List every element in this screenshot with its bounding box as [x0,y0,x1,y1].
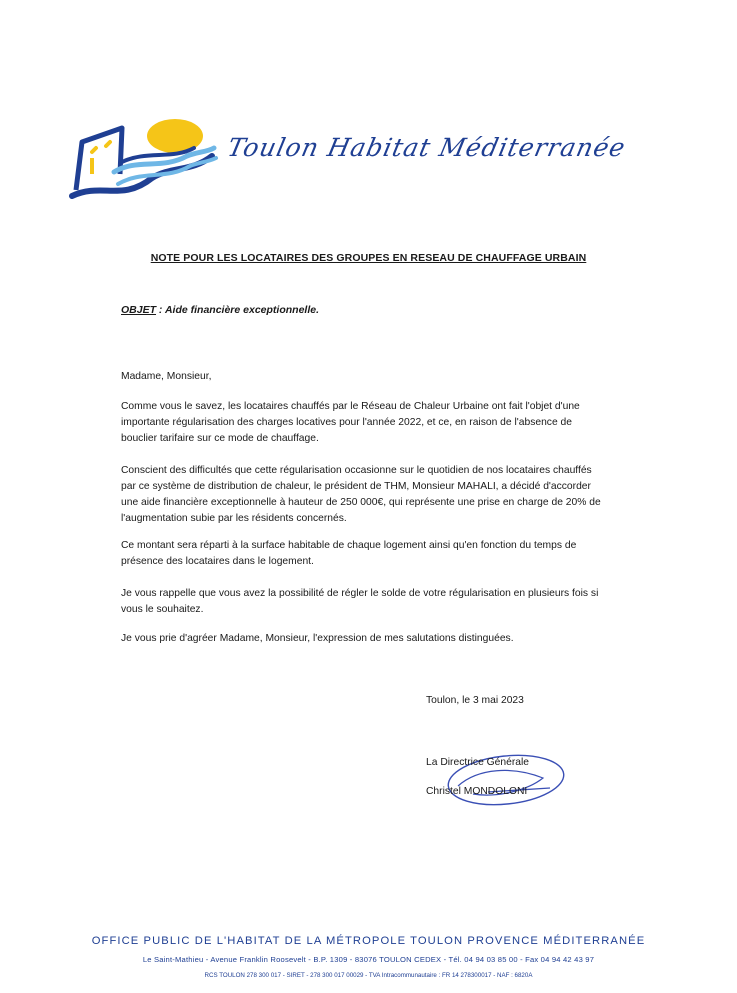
object-line [121,304,319,316]
footer-address: Le Saint-Mathieu - Avenue Franklin Roosevelt - B.P. 1309 - 83076 TOULON CEDEX - Tél. 04 94 03 85 00 - Fax 04 94 42 43 97 [142,955,595,964]
paragraph-1: Comme vous le savez, les locataires chauffés par le Réseau de Chaleur Urbaine ont fait l'objet d'une importante régularisation des charges locatives pour l'année 2022, et ce, en raison de l'absence de bouclier tarifaire sur ce mode de chauffage. [121,401,580,444]
paragraph-5: Je vous prie d'agréer Madame, Monsieur, l'expression de mes salutations distinguées. [121,633,514,644]
thm-logo-icon [62,112,222,204]
letter-date: Toulon, le 3 mai 2023 [426,695,524,706]
paragraph-4: Je vous rappelle que vous avez la possibilité de régler le solde de votre régularisation en plusieurs fois si vous le souhaitez. [121,588,599,615]
signatory-name: Christel MONDOLONI [426,786,528,797]
footer-organization: OFFICE PUBLIC DE L'HABITAT DE LA MÉTROPOLE TOULON PROVENCE MÉDITERRANÉE [91,935,646,947]
salutation: Madame, Monsieur, [121,371,212,382]
object-label: OBJET [121,304,157,316]
paragraph-3: Ce montant sera réparti à la surface habitable de chaque logement ainsi qu'en fonction du temps de présence des locataires dans le logement. [121,540,577,567]
footer-registration: RCS TOULON 278 300 017 - SIRET - 278 300 017 00029 - TVA Intracommunautaire : FR 14 278300017 - NAF : 6820A [204,972,533,979]
object-text: : Aide financière exceptionnelle. [156,304,320,316]
signatory-title: La Directrice Générale [426,757,530,768]
company-name: Toulon Habitat Méditerranée [224,133,629,162]
note-title: NOTE POUR LES LOCATAIRES DES GROUPES EN RESEAU DE CHAUFFAGE URBAIN [150,252,587,264]
paragraph-2: Conscient des difficultés que cette régularisation occasionne sur le quotidien de nos locataires chauffés par ce système de distribution de chaleur, le président de THM, Monsieur MAHALI, a décidé d'accorder une aide financière exceptionnelle à hauteur de 250 000€, qui représente une prise en charge de 20% de l'augmentation subie par les résidents concernés. [121,465,601,524]
